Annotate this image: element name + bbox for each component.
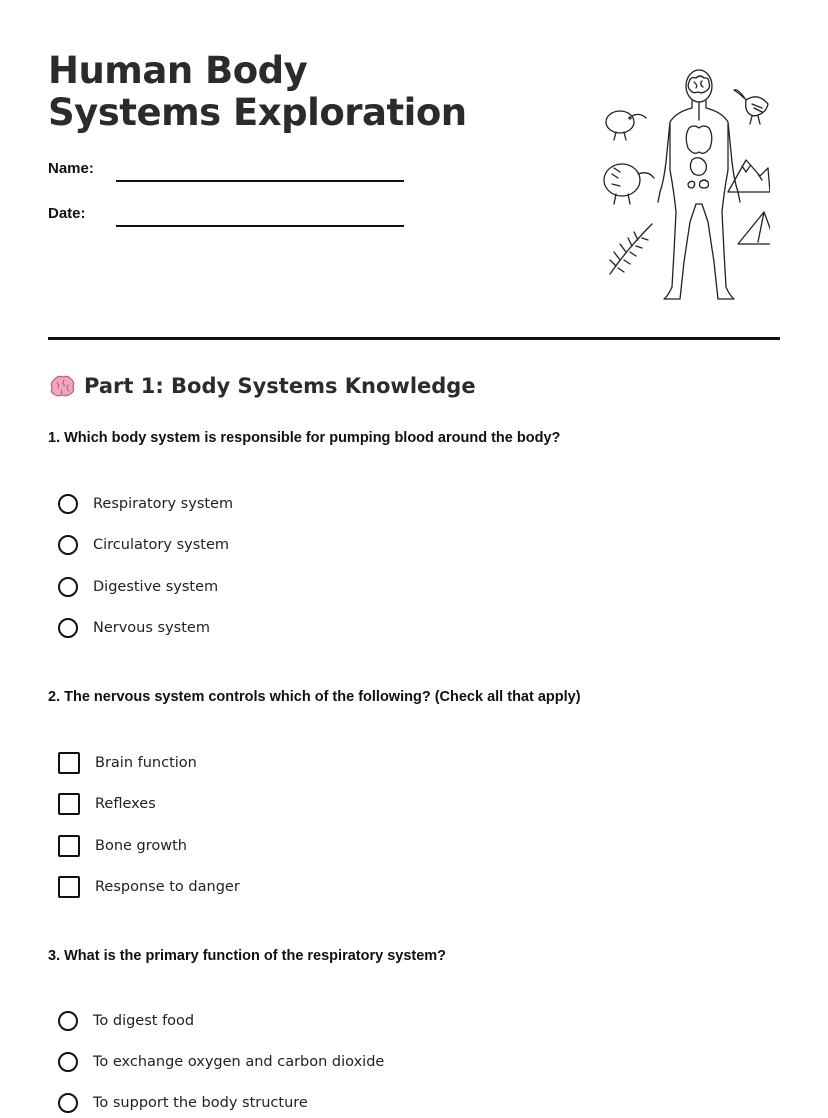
- section-divider: [48, 337, 780, 340]
- option-label: To exchange oxygen and carbon dioxide: [93, 1054, 385, 1070]
- name-label: Name:: [48, 160, 94, 177]
- radio-button[interactable]: [58, 1052, 78, 1072]
- kiwi-bird-icon: [606, 111, 646, 140]
- option-label: To digest food: [93, 1013, 195, 1029]
- section-heading-text: Part 1: Body Systems Knowledge: [84, 374, 476, 398]
- option-label: Response to danger: [95, 879, 240, 895]
- option-label: Reflexes: [95, 796, 156, 812]
- option-label: Nervous system: [93, 620, 210, 636]
- checkbox[interactable]: [58, 835, 80, 857]
- fern-icon: [610, 224, 652, 274]
- radio-button[interactable]: [58, 535, 78, 555]
- section-heading: [48, 374, 476, 398]
- human-figure-icon: [658, 70, 740, 299]
- date-label: Date:: [48, 205, 86, 222]
- radio-button[interactable]: [58, 618, 78, 638]
- brain-icon: [48, 374, 76, 398]
- radio-button[interactable]: [58, 577, 78, 597]
- option-label: Brain function: [95, 755, 197, 771]
- question-1: 1. Which body system is responsible for pumping blood around the body?: [48, 430, 561, 446]
- q2-option-bone-growth[interactable]: [58, 833, 187, 859]
- q3-option-exchange-gases[interactable]: [58, 1049, 384, 1075]
- option-label: Circulatory system: [93, 537, 230, 553]
- q3-option-digest-food[interactable]: [58, 1008, 194, 1034]
- name-field[interactable]: [116, 180, 404, 182]
- checkbox[interactable]: [58, 793, 80, 815]
- q1-option-nervous[interactable]: [58, 615, 210, 641]
- q2-option-response-to-danger[interactable]: [58, 874, 240, 900]
- body-illustration: [548, 52, 770, 314]
- date-field[interactable]: [116, 225, 404, 227]
- q3-option-support-structure[interactable]: [58, 1090, 308, 1116]
- option-label: To support the body structure: [93, 1095, 308, 1111]
- worksheet-page: [48, 0, 780, 1118]
- question-3: 3. What is the primary function of the respiratory system?: [48, 948, 447, 964]
- q1-option-circulatory[interactable]: [58, 532, 229, 558]
- option-label: Digestive system: [93, 579, 219, 595]
- q1-option-digestive[interactable]: [58, 574, 218, 600]
- bird-icon: [734, 90, 768, 124]
- page-title: Human Body Systems Exploration: [48, 49, 467, 134]
- checkbox[interactable]: [58, 752, 80, 774]
- radio-button[interactable]: [58, 494, 78, 514]
- radio-button[interactable]: [58, 1011, 78, 1031]
- kiwi-bird-icon: [604, 164, 654, 204]
- q2-option-brain-function[interactable]: [58, 750, 197, 776]
- radio-button[interactable]: [58, 1093, 78, 1113]
- option-label: Respiratory system: [93, 496, 234, 512]
- question-2: 2. The nervous system controls which of the following? (Check all that apply): [48, 689, 581, 705]
- mountain-icon: [738, 212, 770, 244]
- option-label: Bone growth: [95, 838, 187, 854]
- q1-option-respiratory[interactable]: [58, 491, 233, 517]
- checkbox[interactable]: [58, 876, 80, 898]
- q2-option-reflexes[interactable]: [58, 791, 156, 817]
